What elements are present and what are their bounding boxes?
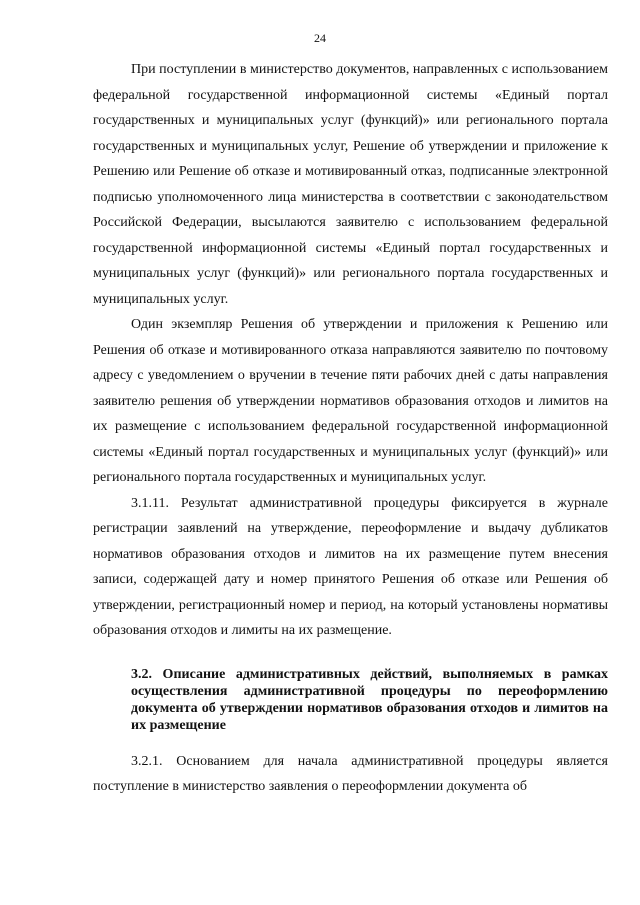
- paragraph-delivery-electronic: При поступлении в министерство документов, направленных с использованием федеральной государственной информационной системы «Единый портал государственных и муниципальных услуг (функций)» или регионального портала государственных и муниципальных услуг, Решение об утверждении и приложение к Решению или Решение об отказе и мотивированный отказ, подписанные электронной подписью уполномоченного лица министерства в соответствии с законодательством Российской Федерации, высылаются заявителю с использованием федеральной государственной информационной системы «Единый портал государственных и муниципальных услуг (функций)» или регионального портала государственных и муниципальных услуг.: [93, 62, 608, 307]
- paragraph-3-2-1: 3.2.1. Основанием для начала административной процедуры является поступление в министерство заявления о переоформлении документа об: [93, 753, 608, 794]
- document-body: [93, 57, 608, 800]
- section-heading-3-2: 3.2. Описание административных действий, выполняемых в рамках осуществления административной процедуры по переоформлению документа об утверждении нормативов образования отходов и лимитов на их размещение: [131, 666, 608, 733]
- page-number: 24: [314, 31, 326, 45]
- paragraph-delivery-postal: Один экземпляр Решения об утверждении и приложения к Решению или Решения об отказе и мотивированного отказа направляются заявителю по почтовому адресу с уведомлением о вручении в течение пяти рабочих дней с даты направления заявителю решения об утверждении нормативов образования отходов и лимитов на их размещение с использованием федеральной государственной информационной системы «Единый портал государственных и муниципальных услуг (функций)» или регионального портала государственных и муниципальных услуг.: [93, 317, 608, 485]
- paragraph-3-1-11: 3.1.11. Результат административной процедуры фиксируется в журнале регистрации заявлений на утверждение, переоформление и выдачу дубликатов нормативов образования отходов и лимитов на их размещение путем внесения записи, содержащей дату и номер принятого Решения об отказе или Решения об утверждении, регистрационный номер и период, на который установлены нормативы образования отходов и лимиты на их размещение.: [93, 495, 608, 638]
